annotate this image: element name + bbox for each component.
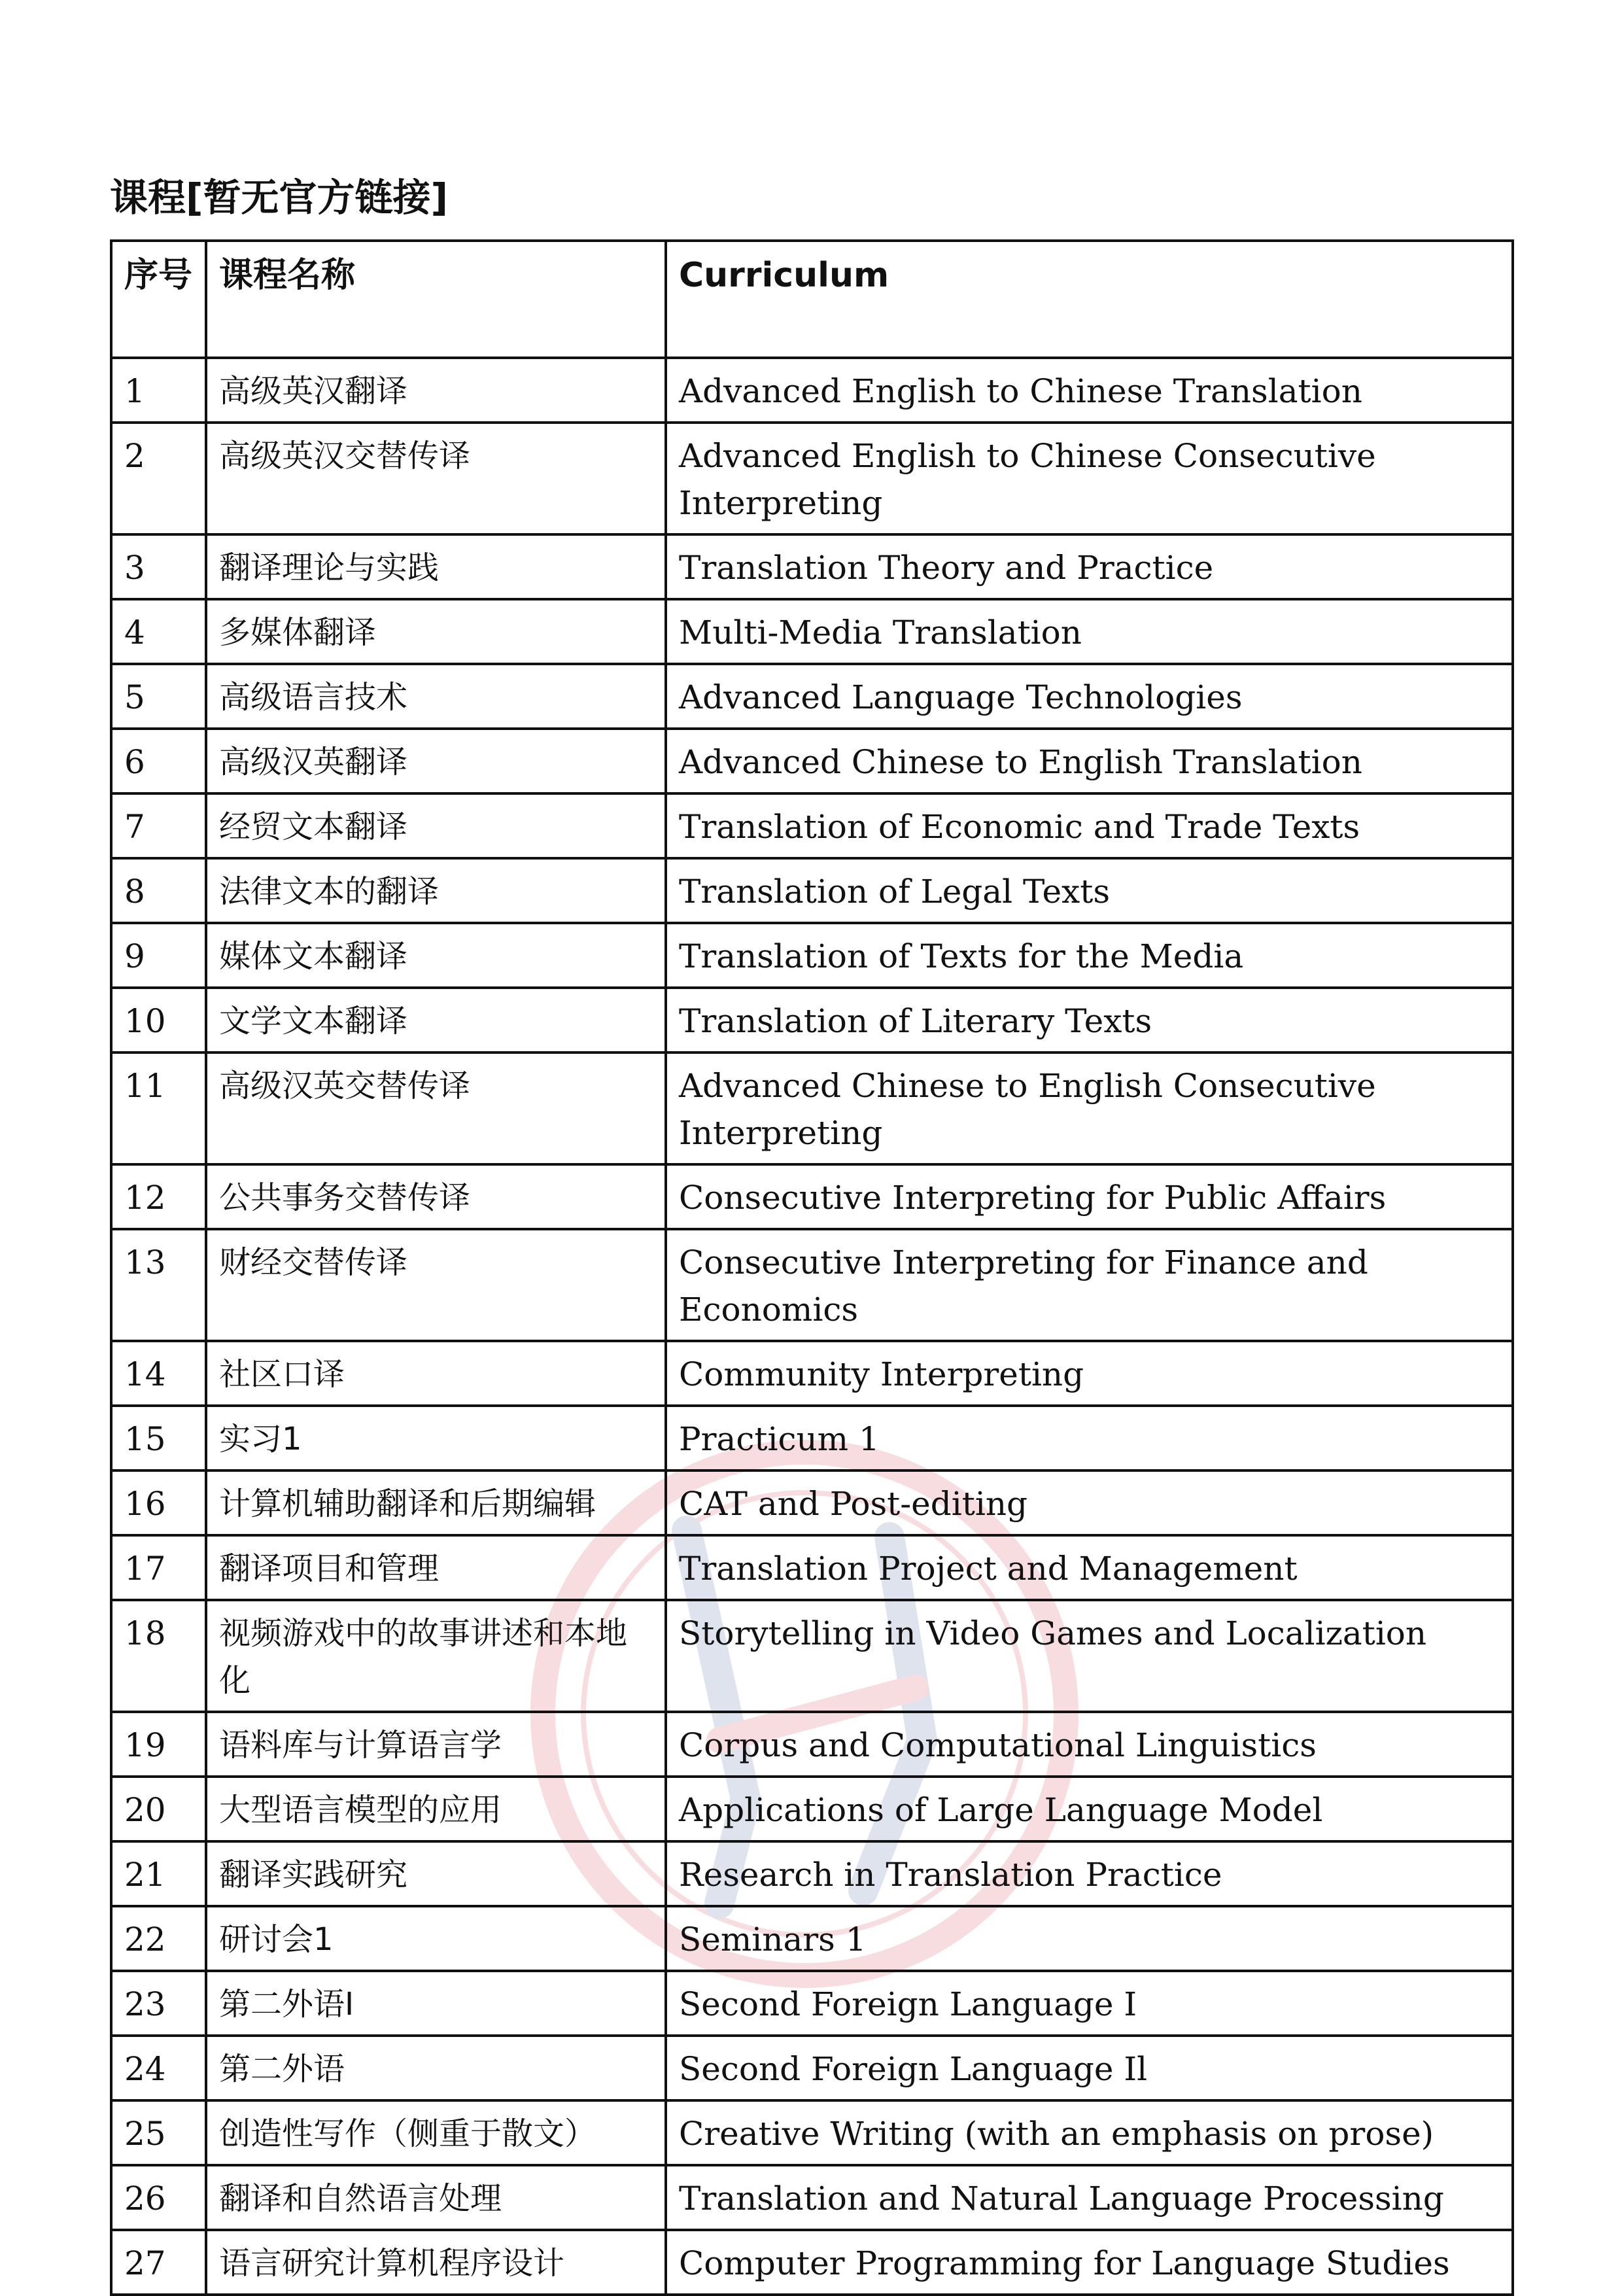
- table-row: [111, 1406, 1513, 1470]
- course-english-name: Consecutive Interpreting for Public Affairs: [666, 1164, 1513, 1229]
- course-number: 4: [111, 599, 206, 664]
- table-row: [111, 1164, 1513, 1229]
- course-chinese-name: 视频游戏中的故事讲述和本地化: [206, 1600, 666, 1712]
- course-chinese-name: 法律文本的翻译: [206, 858, 666, 923]
- course-number: 13: [111, 1229, 206, 1341]
- course-number: 15: [111, 1406, 206, 1470]
- table-row: [111, 534, 1513, 599]
- table-row: [111, 1600, 1513, 1712]
- course-chinese-name: 高级英汉交替传译: [206, 423, 666, 534]
- course-table: [110, 239, 1514, 2296]
- course-chinese-name: 公共事务交替传译: [206, 1164, 666, 1229]
- table-row: [111, 988, 1513, 1052]
- table-row: [111, 1341, 1513, 1406]
- course-chinese-name: 语料库与计算语言学: [206, 1712, 666, 1777]
- table-row: [111, 2100, 1513, 2165]
- course-number: 26: [111, 2165, 206, 2230]
- course-english-name: Translation and Natural Language Processing: [666, 2165, 1513, 2230]
- course-english-name: Second Foreign Language I: [666, 1971, 1513, 2036]
- course-english-name: Translation of Literary Texts: [666, 988, 1513, 1052]
- course-number: 12: [111, 1164, 206, 1229]
- course-table-body: [111, 358, 1513, 2295]
- table-row: [111, 793, 1513, 858]
- header-number: 序号: [111, 241, 206, 358]
- course-number: 23: [111, 1971, 206, 2036]
- course-number: 27: [111, 2230, 206, 2295]
- course-english-name: Advanced Language Technologies: [666, 664, 1513, 729]
- course-chinese-name: 创造性写作（侧重于散文）: [206, 2100, 666, 2165]
- course-chinese-name: 经贸文本翻译: [206, 793, 666, 858]
- course-chinese-name: 计算机辅助翻译和后期编辑: [206, 1470, 666, 1535]
- course-number: 5: [111, 664, 206, 729]
- table-row: [111, 923, 1513, 988]
- course-number: 18: [111, 1600, 206, 1712]
- table-row: [111, 1841, 1513, 1906]
- course-number: 11: [111, 1052, 206, 1164]
- course-number: 24: [111, 2036, 206, 2100]
- course-english-name: Creative Writing (with an emphasis on prose): [666, 2100, 1513, 2165]
- course-number: 14: [111, 1341, 206, 1406]
- course-chinese-name: 翻译项目和管理: [206, 1535, 666, 1600]
- course-chinese-name: 多媒体翻译: [206, 599, 666, 664]
- course-english-name: Advanced Chinese to English Consecutive Interpreting: [666, 1052, 1513, 1164]
- course-number: 19: [111, 1712, 206, 1777]
- course-chinese-name: 财经交替传译: [206, 1229, 666, 1341]
- course-number: 8: [111, 858, 206, 923]
- table-row: [111, 1470, 1513, 1535]
- course-chinese-name: 翻译和自然语言处理: [206, 2165, 666, 2230]
- course-english-name: Computer Programming for Language Studies: [666, 2230, 1513, 2295]
- course-number: 20: [111, 1777, 206, 1841]
- course-number: 3: [111, 534, 206, 599]
- course-english-name: Practicum 1: [666, 1406, 1513, 1470]
- table-row: [111, 664, 1513, 729]
- course-english-name: Translation Project and Management: [666, 1535, 1513, 1600]
- course-chinese-name: 实习1: [206, 1406, 666, 1470]
- course-chinese-name: 大型语言模型的应用: [206, 1777, 666, 1841]
- course-english-name: Applications of Large Language Model: [666, 1777, 1513, 1841]
- course-english-name: Multi-Media Translation: [666, 599, 1513, 664]
- page-title: 课程[暂无官方链接]: [110, 175, 449, 220]
- course-english-name: Corpus and Computational Linguistics: [666, 1712, 1513, 1777]
- course-english-name: Consecutive Interpreting for Finance and Economics: [666, 1229, 1513, 1341]
- table-row: [111, 858, 1513, 923]
- header-curriculum: Curriculum: [666, 241, 1513, 358]
- table-row: [111, 1777, 1513, 1841]
- course-number: 10: [111, 988, 206, 1052]
- course-english-name: Translation of Economic and Trade Texts: [666, 793, 1513, 858]
- table-row: [111, 1712, 1513, 1777]
- course-english-name: Seminars 1: [666, 1906, 1513, 1971]
- course-chinese-name: 第二外语I: [206, 1971, 666, 2036]
- course-chinese-name: 翻译理论与实践: [206, 534, 666, 599]
- header-chinese-name: 课程名称: [206, 241, 666, 358]
- course-number: 21: [111, 1841, 206, 1906]
- table-header-row: [111, 241, 1513, 358]
- course-english-name: Translation Theory and Practice: [666, 534, 1513, 599]
- table-row: [111, 423, 1513, 534]
- course-english-name: Research in Translation Practice: [666, 1841, 1513, 1906]
- course-number: 1: [111, 358, 206, 423]
- course-chinese-name: 媒体文本翻译: [206, 923, 666, 988]
- course-chinese-name: 高级语言技术: [206, 664, 666, 729]
- course-english-name: Translation of Legal Texts: [666, 858, 1513, 923]
- course-number: 22: [111, 1906, 206, 1971]
- table-row: [111, 2165, 1513, 2230]
- course-english-name: Community Interpreting: [666, 1341, 1513, 1406]
- table-row: [111, 729, 1513, 793]
- course-number: 9: [111, 923, 206, 988]
- course-number: 16: [111, 1470, 206, 1535]
- course-chinese-name: 文学文本翻译: [206, 988, 666, 1052]
- course-chinese-name: 社区口译: [206, 1341, 666, 1406]
- table-row: [111, 599, 1513, 664]
- course-chinese-name: 语言研究计算机程序设计: [206, 2230, 666, 2295]
- course-chinese-name: 研讨会1: [206, 1906, 666, 1971]
- course-english-name: Advanced English to Chinese Translation: [666, 358, 1513, 423]
- table-row: [111, 358, 1513, 423]
- table-row: [111, 2230, 1513, 2295]
- course-chinese-name: 高级汉英交替传译: [206, 1052, 666, 1164]
- course-english-name: Advanced English to Chinese Consecutive Interpreting: [666, 423, 1513, 534]
- table-row: [111, 1906, 1513, 1971]
- course-number: 25: [111, 2100, 206, 2165]
- course-english-name: Translation of Texts for the Media: [666, 923, 1513, 988]
- course-number: 2: [111, 423, 206, 534]
- course-english-name: Second Foreign Language Il: [666, 2036, 1513, 2100]
- table-row: [111, 1971, 1513, 2036]
- table-row: [111, 1052, 1513, 1164]
- course-number: 17: [111, 1535, 206, 1600]
- course-chinese-name: 翻译实践研究: [206, 1841, 666, 1906]
- course-chinese-name: 高级汉英翻译: [206, 729, 666, 793]
- course-english-name: Advanced Chinese to English Translation: [666, 729, 1513, 793]
- course-number: 6: [111, 729, 206, 793]
- course-chinese-name: 高级英汉翻译: [206, 358, 666, 423]
- course-number: 7: [111, 793, 206, 858]
- table-row: [111, 2036, 1513, 2100]
- course-english-name: Storytelling in Video Games and Localization: [666, 1600, 1513, 1712]
- course-chinese-name: 第二外语: [206, 2036, 666, 2100]
- table-row: [111, 1535, 1513, 1600]
- course-english-name: CAT and Post-editing: [666, 1470, 1513, 1535]
- table-row: [111, 1229, 1513, 1341]
